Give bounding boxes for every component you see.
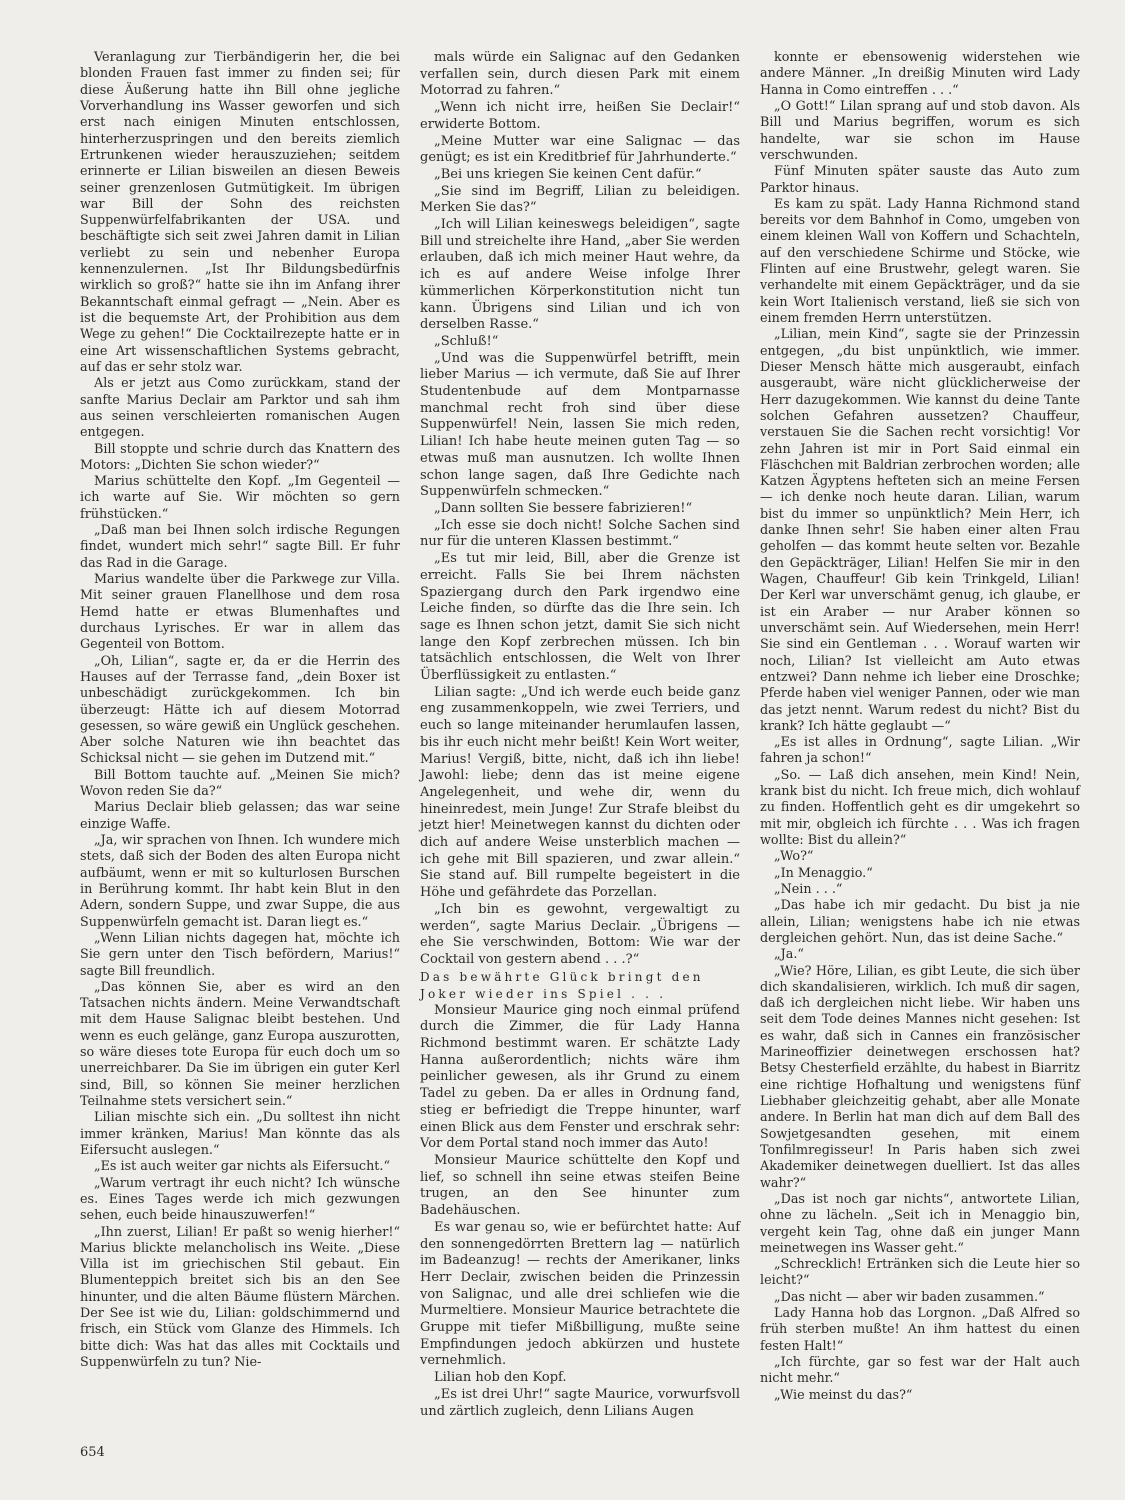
paragraph: „Das können Sie, aber es wird an den Tatsachen nichts ändern. Meine Verwandtschaft mit dem Hause Salignac bleibt bestehen. Und wenn es euch gelänge, ganz Europa auszurotten, so wäre dieses tote Europa für euch doch um so unerreichbarer. Da Sie im übrigen ein guter Kerl sind, Bill, so können Sie meiner herzlichen Teilnahme stets versichert sein.“ bbox=[80, 979, 400, 1109]
paragraph: „Wie meinst du das?“ bbox=[774, 1387, 913, 1403]
paragraph: „Ich esse sie doch nicht! Solche Sachen sind nur für die unteren Klassen bestimmt.“ bbox=[420, 517, 740, 550]
paragraph: Marius wandelte über die Parkwege zur Villa. Mit seiner grauen Flanellhose und dem rosa Hemd hatte er etwas Blumenhaftes und durchaus Lyrisches. Er war in allem das Gegenteil von Bottom. bbox=[80, 572, 400, 653]
paragraph: Monsieur Maurice ging noch einmal prüfend durch die Zimmer, die für Lady Hanna Richmond bestimmt waren. Er schätzte Lady Hanna außerordentlich; nichts wäre ihm peinlicher gewesen, als ihr Grund zu einem Tadel zu geben. Da er alles in Ordnung fand, stieg er befriedigt die Treppe hinunter, warf einen Blick aus dem Fenster und erschrak sehr: Vor dem Portal stand noch immer das Auto! bbox=[420, 1002, 740, 1152]
paragraph: „Ich bin es gewohnt, vergewaltigt zu werden“, sagte Marius Declair. „Übrigens — ehe Sie verschwinden, Bottom: Wie war der Cocktail von gestern abend . . .?“ bbox=[420, 901, 740, 967]
paragraph: „Dann sollten Sie bessere fabrizieren!“ bbox=[434, 500, 693, 516]
paragraph: „So. — Laß dich ansehen, mein Kind! Nein, krank bist du nicht. Ich freue mich, dich wohlauf zu finden. Hoffentlich geht es dir umgekehrt so mit mir, obgleich ich fürchte . . . Was ich fragen wollte: Bist du allein?“ bbox=[760, 767, 1080, 848]
paragraph: konnte er ebensowenig widerstehen wie andere Männer. „In dreißig Minuten wird Lady Hanna in Como eintreffen . . .“ bbox=[760, 50, 1080, 98]
paragraph: „Es ist auch weiter gar nichts als Eifersucht.“ bbox=[94, 1159, 390, 1175]
paragraph: „Daß man bei Ihnen solch irdische Regungen findet, wundert mich sehr!“ sagte Bill. Er fuhr das Rad in die Garage. bbox=[80, 523, 400, 571]
text-column-2 bbox=[420, 50, 740, 1420]
paragraph: „Oh, Lilian“, sagte er, da er die Herrin des Hauses auf der Terrasse fand, „dein Boxer ist unbeschädigt zurückgekommen. Ich bin überzeugt: Hätte ich auf diesem Motorrad gesessen, so wäre gewiß ein Unglück geschehen. Aber solche Naturen wie ihn beachtet das Schicksal nicht — sie gehen im Dutzend mit.“ bbox=[80, 653, 400, 767]
paragraph: Lilian hob den Kopf. bbox=[434, 1370, 567, 1386]
paragraph: „Ich fürchte, gar so fest war der Halt auch nicht mehr.“ bbox=[760, 1355, 1080, 1387]
paragraph: Es war genau so, wie er befürchtet hatte: Auf den sonnengedörrten Brettern lag — natürlich im Badeanzug! — rechts der Amerikaner, links Herr Declair, zwischen beiden die Prinzessin von Salignac, und alle drei schliefen wie die Murmeltiere. Monsieur Maurice betrachtete die Gruppe mit tiefer Mißbilligung, mußte seine Empfindungen jedoch abkürzen und hustete vernehmlich. bbox=[420, 1219, 740, 1369]
paragraph: „Ich will Lilian keineswegs beleidigen“, sagte Bill und streichelte ihre Hand, „aber Sie werden erlauben, daß ich mich meiner Haut wehre, da ich es auf andere Weise infolge Ihrer kümmerlichen Körperkonstitution nicht tun kann. Übrigens sind Lilian und ich von derselben Rasse.“ bbox=[420, 217, 740, 333]
paragraph: Veranlagung zur Tierbändigerin her, die bei blonden Frauen fast immer zu finden sei; für diese Äußerung hatte ihn Bill ohne jegliche Vorverhandlung ins Wasser geworfen und sich erst nach einigen Minuten entschlossen, hinterherzuspringen und den bereits ziemlich Ertrunkenen wieder herauszuziehen; seitdem erinnerte er Lilian bisweilen an diesen Beweis seiner grenzenlosen Gutmütigkeit. Im übrigen war Bill der Sohn des reichsten Suppenwürfelfabrikanten der USA. und beschäftigte sich seit zwei Jahren damit in Lilian verliebt zu sein und nebenher Europa kennenzulernen. „Ist Ihr Bildungsbedürfnis wirklich so groß?“ hatte sie ihn im Anfang ihrer Bekanntschaft einmal gefragt — „Nein. Aber es ist die bequemste Art, der Prohibition aus dem Wege zu gehen!“ Die Cocktailrezepte hatte er in eine Art wissenschaftlichen Systems gebracht, auf das er sehr stolz war. bbox=[80, 50, 400, 375]
text-column-3 bbox=[760, 50, 1080, 1404]
paragraph: „Ja, wir sprachen von Ihnen. Ich wundere mich stets, daß sich der Boden des alten Europa nicht aufbäumt, wenn er mit so kulturlosen Burschen in Berührung kommt. Ihr habt kein Blut in den Adern, sondern Suppe, und zwar Suppe, die aus Suppenwürfeln gemacht ist. Daran liegt es.“ bbox=[80, 833, 400, 930]
paragraph: mals würde ein Salignac auf den Gedanken verfallen sein, durch diesen Park mit einem Motorrad zu fahren.“ bbox=[420, 50, 740, 99]
paragraph: „Das nicht — aber wir baden zusammen.“ bbox=[774, 1289, 1045, 1305]
paragraph: Lady Hanna hob das Lorgnon. „Daß Alfred so früh sterben mußte! An ihm hattest du einen festen Halt!“ bbox=[760, 1306, 1080, 1354]
paragraph: „Wenn Lilian nichts dagegen hat, möchte ich Sie gern unter den Tisch befördern, Marius!“ sagte Bill freundlich. bbox=[80, 930, 400, 979]
paragraph: „O Gott!“ Lilan sprang auf und stob davon. Als Bill und Marius begriffen, worum es sich handelte, war sie schon im Hause verschwunden. bbox=[760, 98, 1080, 163]
paragraph: „Nein . . .“ bbox=[774, 881, 843, 897]
paragraph: Als er jetzt aus Como zurückkam, stand der sanfte Marius Declair am Parktor und sah ihm aus seinen verschleierten romanischen Augen entgegen. bbox=[80, 376, 400, 441]
paragraph: Bill Bottom tauchte auf. „Meinen Sie mich? Wovon reden Sie da?“ bbox=[80, 767, 400, 800]
paragraph: „Es ist alles in Ordnung“, sagte Lilian. „Wir fahren ja schon!“ bbox=[760, 735, 1080, 767]
text-column-1 bbox=[80, 50, 400, 1371]
paragraph: Es kam zu spät. Lady Hanna Richmond stand bereits vor dem Bahnhof in Como, umgeben von einem kleinen Wall von Koffern und Schachteln, auf den verschiedene Schirme und Stöcke, wie Flinten auf eine Brustwehr, gelegt waren. Sie verhandelte mit einem Gepäckträger, und da sie kein Wort Italienisch verstand, ließ sie sich von einem fremden Herrn unterstützen. bbox=[760, 196, 1080, 326]
paragraph: „Schrecklich! Ertränken sich die Leute hier so leicht?“ bbox=[760, 1257, 1080, 1289]
paragraph: „Warum vertragt ihr euch nicht? Ich wünsche es. Eines Tages werde ich mich gezwungen sehen, euch beide hinauszuwerfen!“ bbox=[80, 1175, 400, 1224]
paragraph: Monsieur Maurice schüttelte den Kopf und lief, so schnell ihn seine etwas steifen Beine trugen, an den See hinunter zum Badehäuschen. bbox=[420, 1153, 740, 1219]
paragraph: „Ja.“ bbox=[774, 947, 804, 963]
paragraph: Marius Declair blieb gelassen; das war seine einzige Waffe. bbox=[80, 800, 400, 832]
paragraph: Bill stoppte und schrie durch das Knattern des Motors: „Dichten Sie schon wieder?“ bbox=[80, 441, 400, 473]
paragraph: „Und was die Suppenwürfel betrifft, mein lieber Marius — ich vermute, daß Sie auf Ihrer Studentenbude auf dem Montparnasse manchmal recht froh sind über diese Suppenwürfel! Nein, lassen Sie mich reden, Lilian! Ich habe heute meinen guten Tag — so etwas muß man ausnutzen. Ich wollte Ihnen schon lange sagen, daß Ihre Gedichte nach Suppenwürfeln schmecken.“ bbox=[420, 350, 740, 500]
paragraph: „Ihn zuerst, Lilian! Er paßt so wenig hierher!“ Marius blickte melancholisch ins Weite. „Diese Villa ist im griechischen Stil gebaut. Ein Blumenteppich breitet sich bis an den See hinunter, und die alten Bäume flüstern Märchen. Der See ist wie du, Lilian: goldschimmernd und frisch, ein Stück vom Glanze des Himmels. Ich bitte dich: Was hat das alles mit Cocktails und Suppenwürfeln zu tun? Nie- bbox=[80, 1224, 400, 1370]
paragraph: Lilian sagte: „Und ich werde euch beide ganz eng zusammenkoppeln, wie zwei Terriers, und euch so lange miteinander herumlaufen lassen, bis ihr euch nicht mehr beißt! Kein Wort weiter, Marius! Vergiß, bitte, nicht, daß ich ihn liebe! Jawohl: liebe; denn das ist meine eigene Angelegenheit, und wehe dir, wenn du hineinredest, mein Junge! Zur Strafe bleibst du jetzt hier! Meinetwegen kannst du dichten oder dich auf andere Weise unsterblich machen — ich gehe mit Bill spazieren, und zwar allein.“ Sie stand auf. Bill rumpelte begeistert in die Höhe und gefährdete das Porzellan. bbox=[420, 684, 740, 901]
paragraph: „Meine Mutter war eine Salignac — das genügt; es ist ein Kreditbrief für Jahrhunderte.“ bbox=[420, 133, 740, 166]
paragraph: „Es tut mir leid, Bill, aber die Grenze ist erreicht. Falls Sie bei Ihrem nächsten Spaziergang durch den Park irgendwo eine Leiche finden, so dürfte das die Ihre sein. Ich sage es Ihnen schon jetzt, damit Sie sich nicht lange den Kopf zerbrechen müssen. Ich bin tatsächlich entschlossen, die Welt von Ihrer Überflüssigkeit zu entlasten.“ bbox=[420, 551, 740, 684]
paragraph: „Das ist noch gar nichts“, antwortete Lilian, ohne zu lächeln. „Seit ich in Menaggio bin, vergeht kein Tag, ohne daß ein junger Mann meinetwegen ins Wasser geht.“ bbox=[760, 1191, 1080, 1256]
paragraph: Lilian mischte sich ein. „Du solltest ihn nicht immer kränken, Marius! Man könnte das als Eifersucht auslegen.“ bbox=[80, 1110, 400, 1158]
paragraph: „Es ist drei Uhr!“ sagte Maurice, vorwurfsvoll und zärtlich zugleich, denn Lilians Augen bbox=[420, 1386, 740, 1419]
paragraph: „Sie sind im Begriff, Lilian zu beleidigen. Merken Sie das?“ bbox=[420, 183, 740, 216]
paragraph: „Lilian, mein Kind“, sagte sie der Prinzessin entgegen, „du bist unpünktlich, wie immer. Dieser Mensch hätte mich ausgeraubt, einfach ausgeraubt, wäre nicht glücklicherweise der Herr dazugekommen. Wie kannst du deine Tante solchen Gefahren aussetzen? Chauffeur, verstauen Sie die Sachen recht vorsichtig! Vor zehn Jahren ist mir in Port Said einmal ein Fläschchen mit Baldrian zerbrochen worden; alle Katzen Ägyptens hefteten sich an meine Fersen — ich denke noch heute daran. Lilian, warum bist du immer so unpünktlich? Mein Herr, ich danke Ihnen sehr! Sie haben einer alten Frau geholfen — das kommt heute selten vor. Bezahle den Gepäckträger, Lilian! Helfen Sie mir in den Wagen, Chauffeur! Gib kein Trinkgeld, Lilian! Der Kerl war unverschämt genug, ich glaube, er ist ein Araber — nur Araber können so unverschämt sein. Auf Wiedersehen, mein Herr! Sie sind ein Gentleman . . . Worauf warten wir noch, Lilian? Ist vielleicht am Auto etwas entzwei? Dann nehme ich lieber eine Droschke; Pferde haben viel weniger Pannen, oder wie man das jetzt nennt. Warum redest du nicht? Bist du krank? Ich hätte geglaubt —“ bbox=[760, 327, 1080, 734]
paragraph: „Schluß!“ bbox=[434, 333, 499, 349]
paragraph: „Wo?“ bbox=[774, 849, 814, 865]
paragraph: Marius schüttelte den Kopf. „Im Gegenteil — ich warte auf Sie. Wir möchten so gern frühstücken.“ bbox=[80, 474, 400, 522]
paragraph: Fünf Minuten später sauste das Auto zum Parktor hinaus. bbox=[760, 164, 1080, 196]
paragraph: „Bei uns kriegen Sie keinen Cent dafür.“ bbox=[434, 166, 702, 182]
paragraph: „Wie? Höre, Lilian, es gibt Leute, die sich über dich skandalisieren, wirklich. Ich muß dir sagen, daß ich dergleichen nicht liebe. Wir haben uns seit dem Tode deines Mannes nicht gesehen: Ist es wahr, daß sich in Cannes ein französischer Marineoffizier deinetwegen erschossen hat? Betsy Chesterfield erzählte, du habest in Biarritz eine richtige Hofhaltung und wenigstens fünf Liebhaber gleichzeitig gehabt, aber alle Monate andere. In Berlin hat man dich auf dem Ball des Sowjetgesandten gesehen, mit einem Tonfilmregisseur! In Paris haben sich zwei Akademiker deinetwegen duelliert. Ist das alles wahr?“ bbox=[760, 963, 1080, 1191]
page-number: 654 bbox=[80, 1445, 105, 1460]
paragraph: „In Menaggio.“ bbox=[774, 865, 873, 881]
paragraph: „Wenn ich nicht irre, heißen Sie Declair!“ erwiderte Bottom. bbox=[420, 100, 740, 132]
paragraph: „Das habe ich mir gedacht. Du bist ja nie allein, Lilian; wenigstens habe ich nie etwas dergleichen gehört. Nun, das ist deine Sache.“ bbox=[760, 898, 1080, 946]
section-heading: Das bewährte Glück bringt den Joker wieder ins Spiel . . . bbox=[420, 969, 704, 1001]
